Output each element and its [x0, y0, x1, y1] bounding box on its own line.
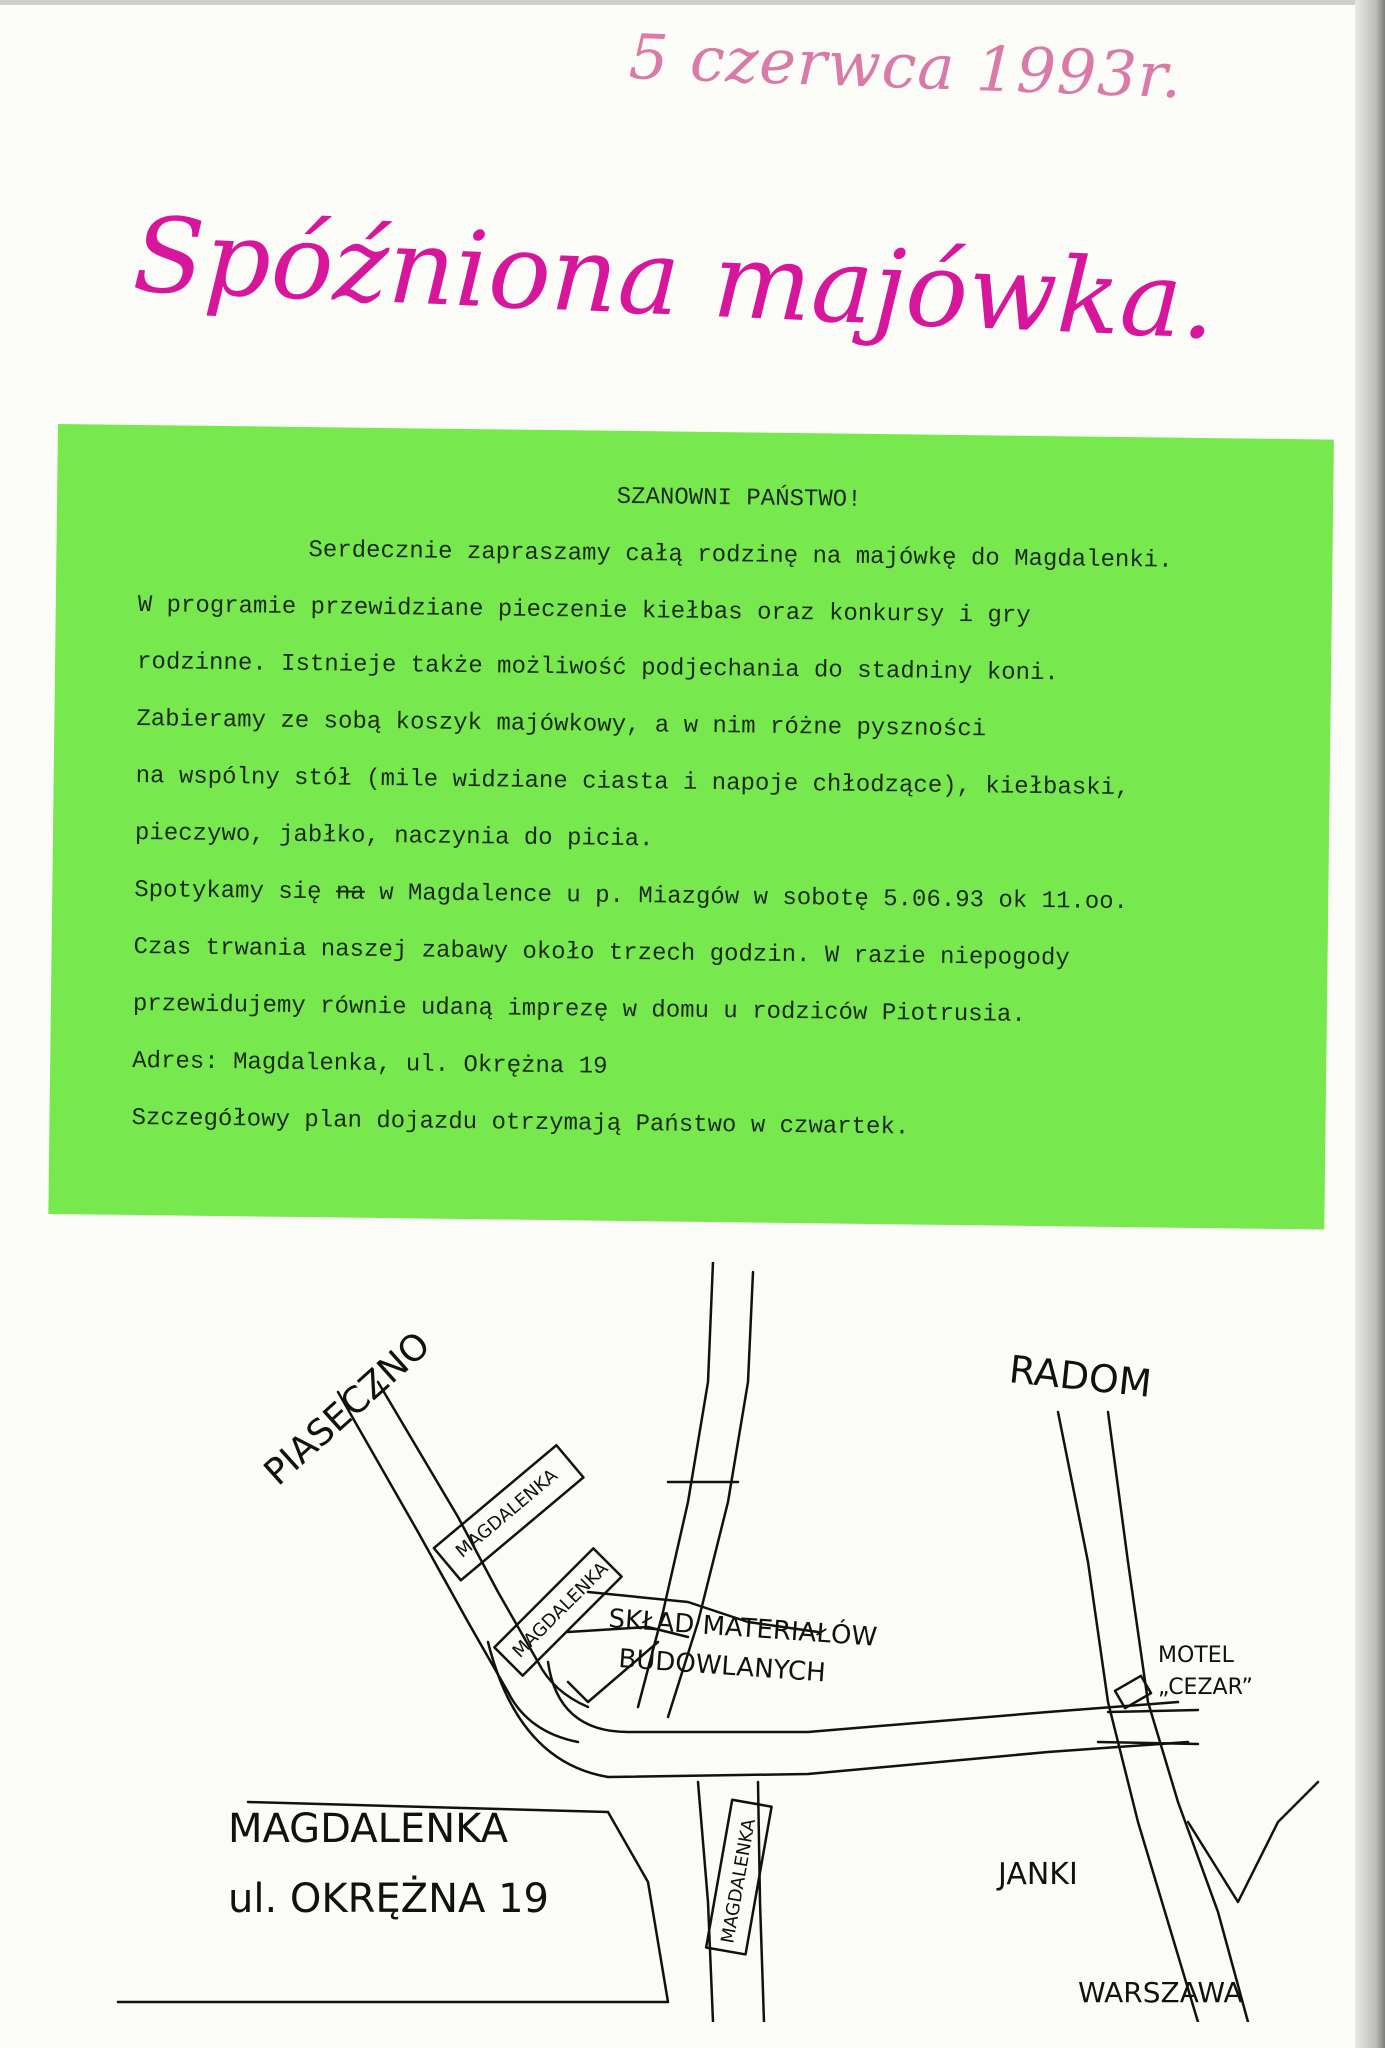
road-magdalenka-south [698, 1782, 713, 2022]
plan-note-line: Szczegółowy plan dojazdu otrzymają Państwo w czwartek. [131, 1104, 910, 1142]
road-radom [1058, 1412, 1198, 2022]
label-janki: JANKI [998, 1857, 1078, 1892]
invitation-line: Zabieramy ze sobą koszyk majówkowy, a w nim różne pyszności [136, 705, 987, 744]
invitation-line: rodzinne. Istnieje także możliwość podjechania do stadniny koni. [136, 648, 1059, 688]
meeting-prefix: Spotykamy się [134, 876, 322, 907]
label-destination: MAGDALENKA [228, 1806, 508, 1852]
label-radom: RADOM [1007, 1347, 1154, 1406]
address-line: Adres: Magdalenka, ul. Okrężna 19 [132, 1047, 608, 1081]
invitation-text [131, 463, 1299, 1161]
invitation-line: pieczywo, jabłko, naczynia do picia. [134, 819, 654, 854]
duration-line: Czas trwania naszej zabawy około trzech godzin. W razie niepogody [133, 933, 1070, 973]
page-binding-edge [1355, 0, 1385, 2048]
label-motel: MOTEL [1158, 1643, 1234, 1668]
page-top-edge [0, 0, 1385, 5]
label-sklad: BUDOWLANYCH [617, 1644, 827, 1689]
label-piaseczno: PIASECZNO [256, 1324, 439, 1494]
label-magdalenka-sign: MAGDALENKA [508, 1558, 613, 1663]
invitation-line: na wspólny stół (mile widziane ciasta i napoje chłodzące), kiełbaski, [135, 762, 1130, 803]
struck-word: na [335, 879, 365, 907]
invitation-notice [48, 424, 1334, 1230]
road-radom [1108, 1412, 1248, 2022]
label-destination: ul. OKRĘŻNA 19 [228, 1876, 549, 1922]
meeting-rest: w Magdalence u p. Miazgów w sobotę 5.06.93 ok 11.oo. [378, 879, 1129, 917]
directions-sketch-map [48, 1262, 1352, 2022]
label-magdalenka-sign: MAGDALENKA [717, 1817, 760, 1945]
crossroad-mark [1108, 1710, 1198, 1712]
invitation-greeting: SZANOWNI PAŃSTWO! [616, 483, 862, 514]
invitation-line: Serdecznie zapraszamy całą rodzinę na majówkę do Magdalenki. [308, 537, 1173, 575]
map-drawing [48, 1262, 1352, 2022]
label-motel: „CEZAR” [1158, 1675, 1253, 1700]
page-title: Spóźniona majówka. [130, 193, 1218, 363]
label-sklad: SKŁAD MATERIAŁÓW [607, 1604, 879, 1653]
label-warszawa: WARSZAWA [1078, 1976, 1243, 2009]
road-magdalenka-south [758, 1782, 764, 2022]
backup-line: przewidujemy równie udaną imprezę w domu u rodziców Piotrusia. [132, 990, 1026, 1029]
label-magdalenka-sign: MAGDALENKA [451, 1465, 562, 1563]
road-piaseczno [338, 1392, 578, 1742]
handwritten-date: 5 czerwca 1993r. [627, 20, 1184, 113]
invitation-line: W programie przewidziane pieczenie kiełbas oraz konkursy i gry [137, 591, 1031, 630]
